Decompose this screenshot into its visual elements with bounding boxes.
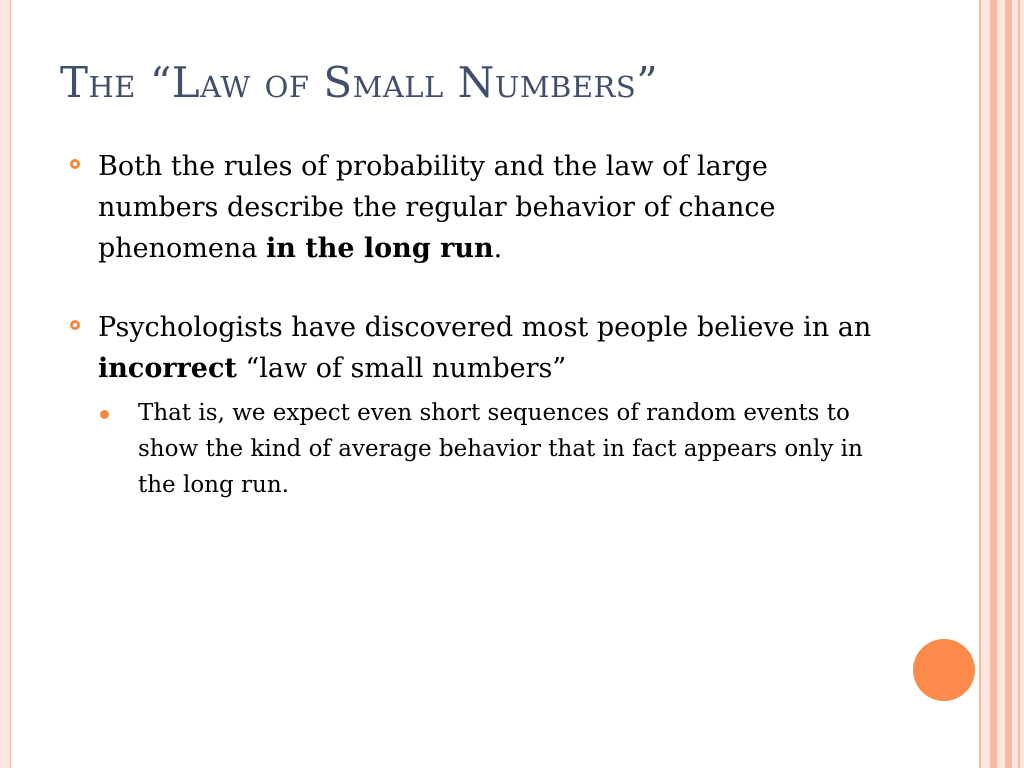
bullet-item [66,307,886,503]
circle-decoration [913,639,975,701]
left-border-stripe [0,0,10,768]
bullet-text: Psychologists have discovered most people believe in an [98,312,872,343]
bullet-emphasis: in the long run [265,233,494,264]
bullet-text: Both the rules of probability and the law of large numbers describe the regular behavior of chance phenomena [98,151,776,264]
right-stripe-line [979,0,981,768]
right-stripe-line [1018,0,1020,768]
slide-title: The “Law of Small Numbers” [60,58,659,107]
slide-content [66,146,886,503]
ring-bullet-icon [70,159,80,169]
right-stripe-line [1005,0,1012,768]
ring-bullet-icon [70,320,80,330]
right-border-stripes [979,0,1024,768]
right-stripe-line [990,0,997,768]
bullet-text-end: . [493,233,503,264]
bullet-text-end: “law of small numbers” [236,353,567,384]
sub-bullet-item [98,395,878,503]
bullet-emphasis: incorrect [98,353,237,384]
dot-bullet-icon [100,410,109,419]
sub-bullet-text: That is, we expect even short sequences of random events to show the kind of average behavior that in fact appears only in the long run. [138,400,863,498]
bullet-item [66,146,886,269]
